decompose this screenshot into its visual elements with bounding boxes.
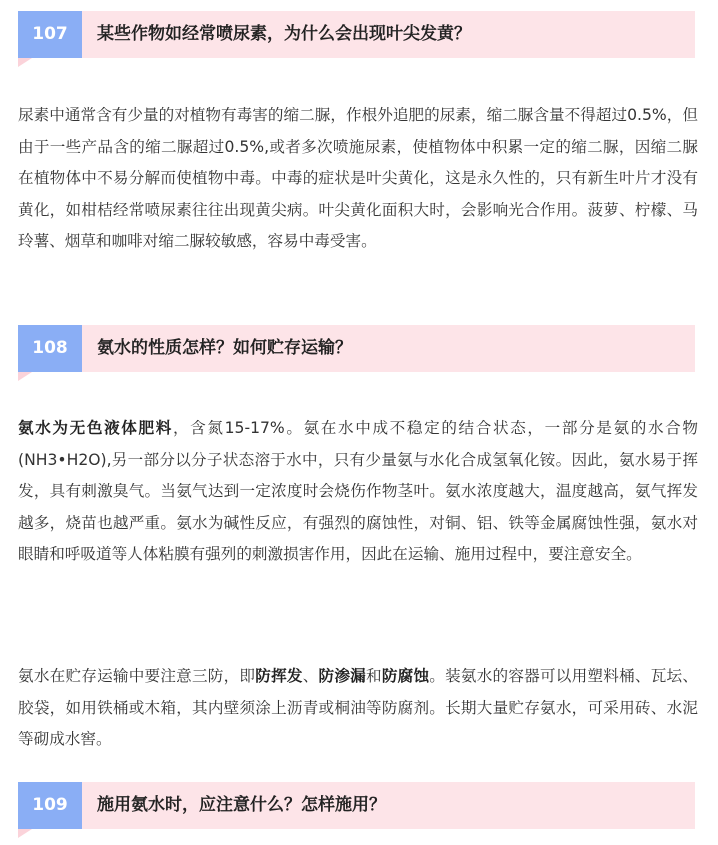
header-fold-decoration (18, 829, 32, 838)
paragraph-text: ，含氮15-17%。氨在水中成不稳定的结合状态，一部分是氨的水合物(NH3•H2O),另一部分以分子状态溶于水中，只有少量氨与水化合成氢氧化铵。因此，氨水易于挥发，具有刺激臭气。当氨气达到一定浓度时会烧伤作物茎叶。氨水浓度越大，温度越高，氨气挥发越多，烧苗也越严重。氨水为碱性反应，有强烈的腐蚀性，对铜、铝、铁等金属腐蚀性强，氨水对眼睛和呼吸道等人体粘膜有强列的刺激损害作用，因此在运输、施用过程中，要注意安全。 (18, 419, 698, 563)
question-title: 施用氨水时，应注意什么？怎样施用？ (97, 795, 386, 815)
question-header-108 (18, 325, 695, 372)
answer-paragraph-108-b (18, 661, 698, 756)
answer-paragraph-108-a (18, 413, 698, 571)
bold-term: 防腐蚀 (381, 667, 430, 685)
answer-paragraph-107 (18, 100, 698, 258)
separator: 、 (302, 667, 319, 685)
question-title: 某些作物如经常喷尿素，为什么会出现叶尖发黄？ (97, 24, 471, 44)
header-fold-decoration (18, 372, 32, 381)
separator: 和 (365, 667, 382, 685)
paragraph-text: 尿素中通常含有少量的对植物有毒害的缩二脲，作根外追肥的尿素，缩二脲含量不得超过0.5%，但由于一些产品含的缩二脲超过0.5%,或者多次喷施尿素，使植物体中积累一定的缩二脲，因缩二脲在植物体中不易分解而使植物中毒。中毒的症状是叶尖黄化，这是永久性的，只有新生叶片才没有黄化，如柑桔经常喷尿素往往出现黄尖病。叶尖黄化面积大时，会影响光合作用。菠萝、柠檬、马玲薯、烟草和咖啡对缩二脲较敏感，容易中毒受害。 (18, 106, 698, 250)
question-number: 108 (18, 325, 82, 372)
paragraph-text: 。装氨水的容器可以用塑料桶、瓦坛、胶袋，如用铁桶或木箱，其内壁须涂上沥青或桐油等防腐剂。长期大量贮存氨水，可采用砖、水泥等砌成水窖。 (18, 667, 698, 748)
question-header-107 (18, 11, 695, 58)
question-number: 107 (18, 11, 82, 58)
question-title: 氨水的性质怎样？如何贮存运输？ (97, 338, 352, 358)
header-fold-decoration (18, 58, 32, 67)
bold-lead: 氨水为无色液体肥料 (18, 419, 173, 437)
question-number: 109 (18, 782, 82, 829)
bold-term: 防挥发 (255, 667, 303, 685)
paragraph-text: 氨水在贮存运输中要注意三防，即 (18, 667, 256, 685)
question-header-109 (18, 782, 695, 829)
bold-term: 防渗漏 (318, 667, 366, 685)
